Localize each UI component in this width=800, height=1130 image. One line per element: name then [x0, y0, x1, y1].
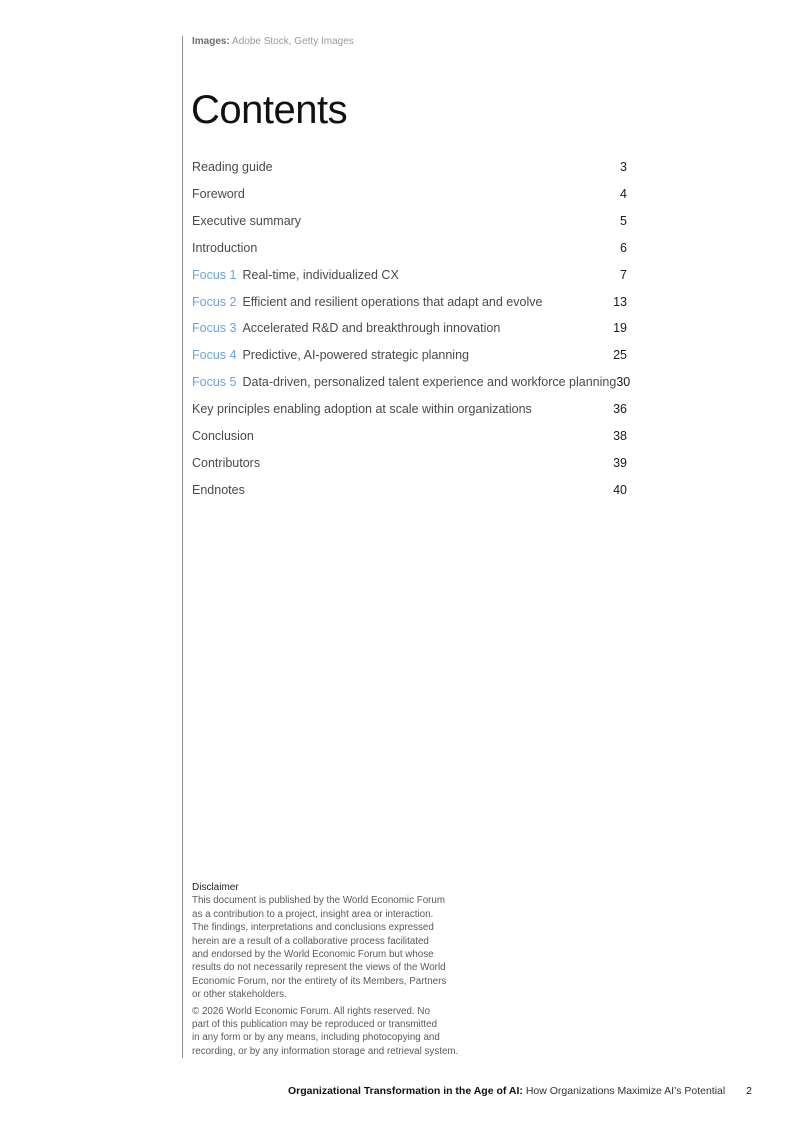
copyright-line: in any form or by any means, including photocopying and — [192, 1032, 440, 1044]
disclaimer-line: or other stakeholders. — [192, 989, 287, 1001]
toc-page-number: 4 — [620, 187, 627, 202]
toc-focus-label: Focus 3 — [192, 321, 237, 336]
toc-entry-label — [192, 187, 245, 201]
toc-entry-title: Executive summary — [192, 214, 302, 229]
copyright-line: part of this publication may be reproduced or transmitted — [192, 1019, 438, 1031]
footer-report-title: Organizational Transformation in the Age of AI: — [288, 1085, 523, 1097]
footer-report-subtitle: How Organizations Maximize AI’s Potential — [525, 1085, 726, 1097]
toc-entry-title: Reading guide — [192, 160, 273, 175]
toc-entry[interactable] — [192, 288, 627, 315]
toc-entry-title: Accelerated R&D and breakthrough innovation — [242, 321, 501, 336]
toc-focus-label: Focus 5 — [192, 375, 237, 390]
disclaimer-line: as a contribution to a project, insight area or interaction. — [192, 908, 434, 920]
copyright-line: recording, or by any information storage and retrieval system. — [192, 1045, 459, 1057]
toc-page-number: 40 — [613, 482, 627, 497]
toc-entry[interactable] — [192, 154, 627, 181]
toc-entry[interactable] — [192, 181, 627, 208]
toc-entry-label — [192, 268, 399, 282]
disclaimer-line: This document is published by the World Economic Forum — [192, 895, 446, 907]
toc-entry-label — [192, 483, 245, 497]
toc-entry-label — [192, 402, 532, 416]
toc-entry[interactable] — [192, 476, 627, 503]
toc-entry-label — [192, 160, 273, 174]
toc-entry-title: Contributors — [192, 455, 261, 470]
toc-entry-title: Foreword — [192, 187, 245, 202]
image-credits-text: Adobe Stock, Getty Images — [232, 36, 354, 47]
toc-entry-title: Real-time, individualized CX — [242, 267, 399, 282]
toc-entry-label — [192, 295, 542, 309]
toc-entry-label — [192, 375, 616, 389]
toc-entry-label — [192, 321, 500, 335]
disclaimer-line: and endorsed by the World Economic Forum but whose — [192, 949, 434, 961]
toc-entry-title: Predictive, AI-powered strategic planning — [242, 348, 469, 363]
disclaimer-heading: Disclaimer — [192, 882, 239, 893]
toc-entry-label — [192, 429, 254, 443]
disclaimer-text — [192, 894, 462, 1001]
toc-page-number: 39 — [613, 455, 627, 470]
toc-page-number: 3 — [620, 160, 627, 175]
disclaimer-line: Economic Forum, nor the entirety of its Members, Partners — [192, 975, 447, 987]
left-margin-rule — [182, 36, 183, 1058]
toc-entry-label — [192, 456, 260, 470]
toc-focus-label: Focus 4 — [192, 348, 237, 363]
copyright-text — [192, 1005, 462, 1059]
toc-page-number: 6 — [620, 240, 627, 255]
page-footer — [288, 1085, 752, 1097]
toc-entry-title: Data-driven, personalized talent experience and workforce planning — [242, 375, 617, 390]
toc-entry-title: Introduction — [192, 240, 258, 255]
toc-entry[interactable] — [192, 369, 631, 396]
image-credits-label: Images: — [192, 36, 230, 47]
toc-entry[interactable] — [192, 342, 627, 369]
copyright-line: © 2026 World Economic Forum. All rights reserved. No — [192, 1005, 430, 1017]
toc-entry[interactable] — [192, 235, 627, 262]
toc-page-number: 30 — [616, 375, 631, 390]
toc-focus-label: Focus 2 — [192, 294, 237, 309]
disclaimer-line: results do not necessarily represent the views of the World — [192, 962, 446, 974]
toc-entry[interactable] — [192, 261, 627, 288]
toc-page-number: 36 — [613, 402, 627, 417]
toc-entry-title: Conclusion — [192, 428, 254, 443]
toc-entry-title: Endnotes — [192, 482, 245, 497]
toc-entry-label — [192, 214, 301, 228]
toc-page-number: 7 — [620, 267, 627, 282]
page-title: Contents — [191, 88, 348, 132]
toc-entry-label — [192, 348, 469, 362]
footer-page-number: 2 — [746, 1085, 752, 1097]
table-of-contents — [192, 154, 631, 503]
disclaimer-line: The findings, interpretations and conclusions expressed — [192, 922, 434, 934]
toc-page-number: 5 — [620, 214, 627, 229]
toc-entry[interactable] — [192, 208, 627, 235]
image-credits — [192, 36, 354, 47]
toc-page-number: 19 — [613, 321, 627, 336]
toc-entry[interactable] — [192, 396, 627, 423]
toc-entry[interactable] — [192, 315, 627, 342]
toc-page-number: 25 — [613, 348, 627, 363]
toc-entry[interactable] — [192, 449, 627, 476]
toc-entry[interactable] — [192, 422, 627, 449]
toc-focus-label: Focus 1 — [192, 267, 237, 282]
toc-page-number: 38 — [613, 428, 627, 443]
disclaimer-block — [192, 881, 462, 1058]
disclaimer-line: herein are a result of a collaborative process facilitated — [192, 935, 429, 947]
toc-page-number: 13 — [613, 294, 627, 309]
toc-entry-title: Efficient and resilient operations that adapt and evolve — [242, 294, 543, 309]
toc-entry-title: Key principles enabling adoption at scale within organizations — [192, 402, 532, 417]
toc-entry-label — [192, 241, 257, 255]
